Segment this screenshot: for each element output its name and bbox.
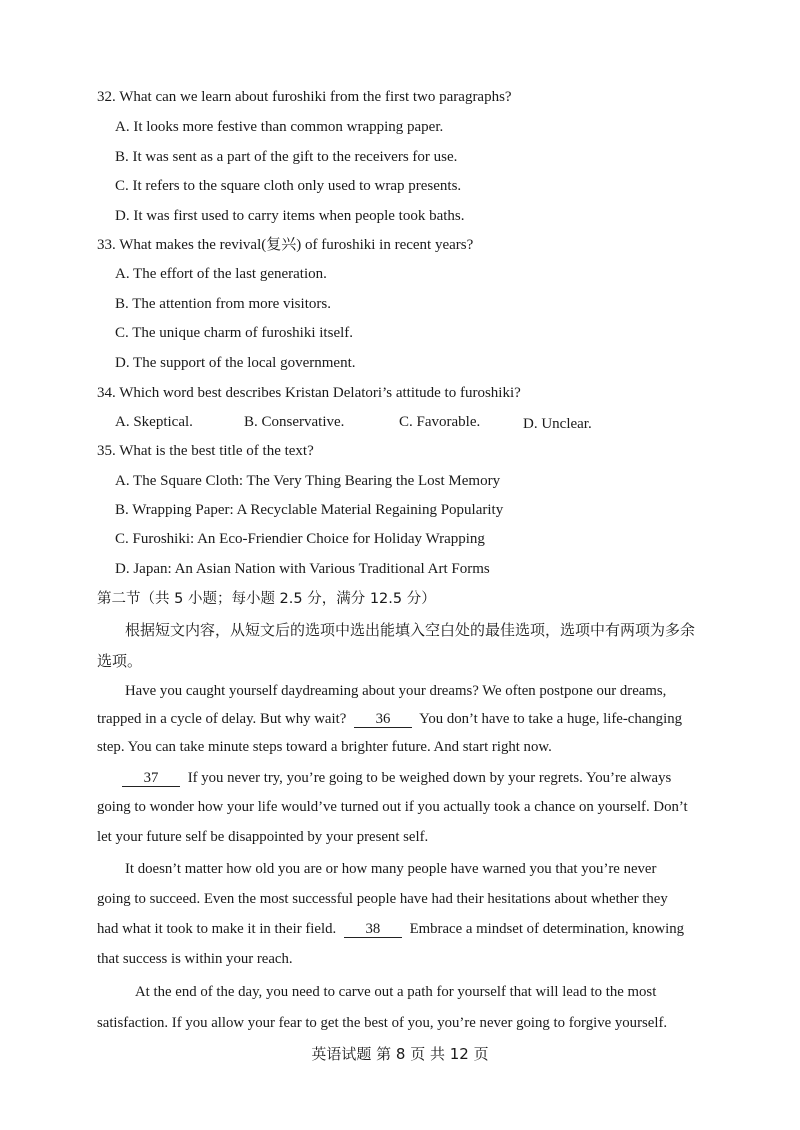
question-35-option-b: B. Wrapping Paper: A Recyclable Material Regaining Popularity xyxy=(115,502,504,518)
question-32-option-a: A. It looks more festive than common wrapping paper. xyxy=(115,119,444,135)
passage-p2-line2: going to wonder how your life would’ve turned out if you actually took a chance on yourself. Don’t xyxy=(97,799,688,815)
passage-p2-line1 xyxy=(122,768,671,788)
question-34-option-c: C. Favorable. xyxy=(399,414,481,430)
blank-37[interactable]: 37 xyxy=(122,770,180,787)
question-35-option-c: C. Furoshiki: An Eco-Friendier Choice for Holiday Wrapping xyxy=(115,531,485,547)
question-33-stem: 33. What makes the revival(复兴) of furoshiki in recent years? xyxy=(97,237,474,253)
passage-p4-line1: At the end of the day, you need to carve out a path for yourself that will lead to the most xyxy=(135,984,657,1000)
question-34-option-a: A. Skeptical. xyxy=(115,414,193,430)
question-35-option-a: A. The Square Cloth: The Very Thing Bearing the Lost Memory xyxy=(115,473,501,489)
question-34-option-d: D. Unclear. xyxy=(523,416,592,432)
question-32-option-c: C. It refers to the square cloth only used to wrap presents. xyxy=(115,178,462,194)
section-instruction-line2: 选项。 xyxy=(97,652,143,670)
question-33-option-c: C. The unique charm of furoshiki itself. xyxy=(115,325,354,341)
section-heading: 第二节（共 5 小题；每小题 2.5 分，满分 12.5 分） xyxy=(97,591,436,607)
question-33-option-b: B. The attention from more visitors. xyxy=(115,296,331,312)
blank-36[interactable]: 36 xyxy=(354,711,412,728)
passage-p1-line3: step. You can take minute steps toward a brighter future. And start right now. xyxy=(97,739,552,755)
passage-p3-line1: It doesn’t matter how old you are or how many people have warned you that you’re never xyxy=(125,861,657,877)
question-33-option-a: A. The effort of the last generation. xyxy=(115,266,327,282)
passage-p2-line1-post: If you never try, you’re going to be weighed down by your regrets. You’re always xyxy=(187,770,672,786)
passage-p1-line1: Have you caught yourself daydreaming about your dreams? We often postpone our dreams, xyxy=(125,683,667,699)
passage-p1-line2 xyxy=(97,709,682,729)
question-35-option-d: D. Japan: An Asian Nation with Various Traditional Art Forms xyxy=(115,561,490,577)
question-32-stem: 32. What can we learn about furoshiki from the first two paragraphs? xyxy=(97,89,512,105)
section-instruction-line1: 根据短文内容，从短文后的选项中选出能填入空白处的最佳选项，选项中有两项为多余 xyxy=(125,621,696,639)
passage-p1-line2-pre: trapped in a cycle of delay. But why wait? xyxy=(97,711,347,727)
passage-p3-line4: that success is within your reach. xyxy=(97,951,293,967)
question-32-option-b: B. It was sent as a part of the gift to the receivers for use. xyxy=(115,149,458,165)
passage-p3-line3 xyxy=(97,919,684,939)
blank-38[interactable]: 38 xyxy=(344,921,402,938)
passage-p2-line3: let your future self be disappointed by your present self. xyxy=(97,829,429,845)
passage-p3-line2: going to succeed. Even the most successful people have had their hesitations about whether they xyxy=(97,891,668,907)
passage-p1-line2-post: You don’t have to take a huge, life-changing xyxy=(419,711,682,727)
question-34-stem: 34. Which word best describes Kristan Delatori’s attitude to furoshiki? xyxy=(97,385,521,401)
passage-p3-line3-pre: had what it took to make it in their field. xyxy=(97,921,337,937)
passage-p3-line3-post: Embrace a mindset of determination, knowing xyxy=(409,921,685,937)
question-35-stem: 35. What is the best title of the text? xyxy=(97,443,314,459)
page-footer: 英语试题 第 8 页 共 12 页 xyxy=(311,1045,489,1063)
question-32-option-d: D. It was first used to carry items when people took baths. xyxy=(115,208,465,224)
question-34-option-b: B. Conservative. xyxy=(244,414,345,430)
question-33-option-d: D. The support of the local government. xyxy=(115,355,356,371)
passage-p4-line2: satisfaction. If you allow your fear to get the best of you, you’re never going to forgive yourself. xyxy=(97,1015,668,1031)
